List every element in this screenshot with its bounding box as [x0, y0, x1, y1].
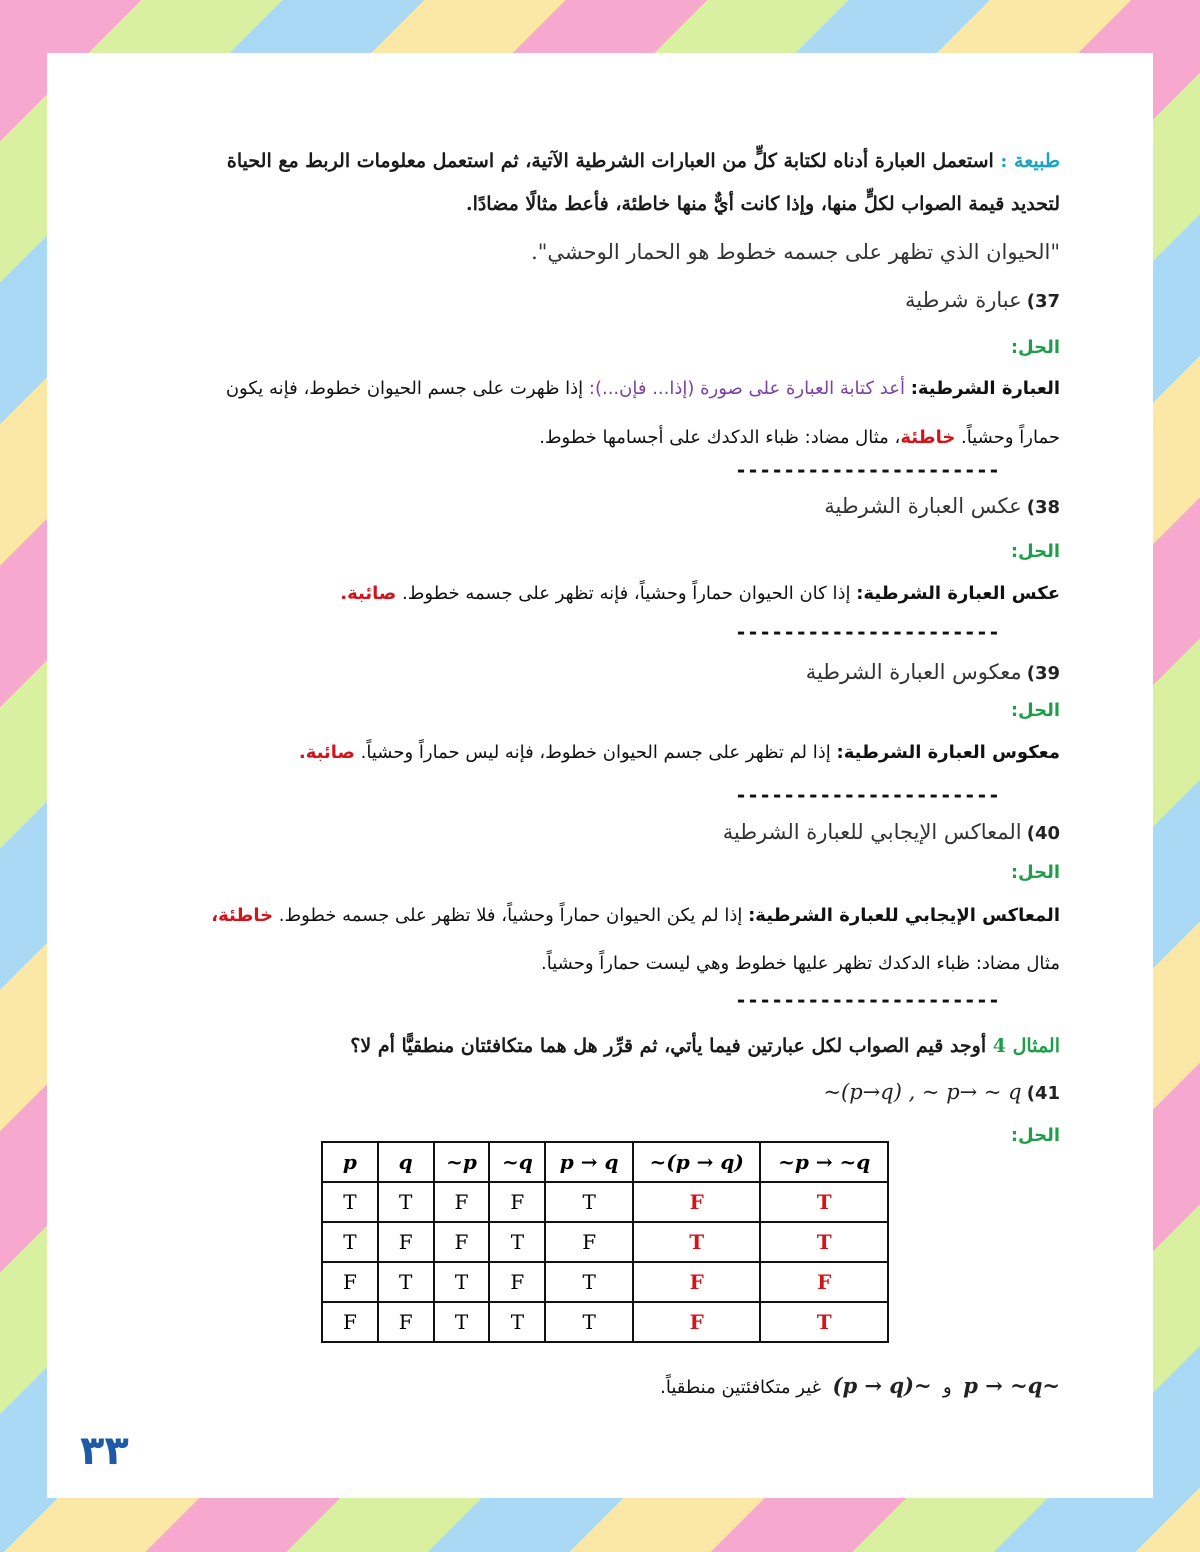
intro-line-1 [140, 150, 1060, 172]
q41-solution-label: الحل: [1010, 1125, 1060, 1146]
table-cell-highlight: T [760, 1182, 888, 1222]
q40-body: إذا لم يكن الحيوان حماراً وحشياً، فلا تظهر على جسمه خطوط. [278, 905, 743, 926]
q39-number: 39) [1026, 663, 1060, 684]
intro-label: طبيعة : [1000, 150, 1060, 172]
table-cell: T [489, 1222, 545, 1262]
q37-number: 37) [1026, 291, 1060, 312]
header-p-implies-q: p → q [545, 1142, 633, 1182]
table-row [322, 1182, 888, 1222]
q38-title: عكس العبارة الشرطية [824, 494, 1022, 518]
q37-lead: العبارة الشرطية: [910, 378, 1060, 399]
q40-answer-line-2: مثال مضاد: ظباء الدكدك تظهر عليها خطوط وهي ليست حماراً وحشياً. [541, 953, 1060, 974]
table-cell: F [322, 1302, 378, 1342]
q37-line2-start: حماراً وحشياً. [961, 427, 1060, 448]
q38-heading [140, 494, 1060, 518]
truth-table [321, 1141, 889, 1343]
table-cell-highlight: T [633, 1222, 760, 1262]
table-cell: F [545, 1222, 633, 1262]
table-cell: F [378, 1302, 434, 1342]
q39-body: إذا لم تظهر على جسم الحيوان خطوط، فإنه ليس حماراً وحشياً. [360, 742, 831, 763]
table-cell: T [322, 1222, 378, 1262]
q40-verdict: خاطئة، [211, 905, 274, 926]
intro-line-2 [140, 193, 1060, 215]
q39-heading [140, 660, 1060, 684]
q37-answer-line-2 [140, 427, 1060, 449]
q39-title: معكوس العبارة الشرطية [805, 660, 1022, 684]
table-cell: T [434, 1302, 490, 1342]
q40-lead: المعاكس الإيجابي للعبارة الشرطية: [748, 905, 1060, 926]
q37-answer-line-1 [140, 378, 1060, 400]
table-cell: F [434, 1182, 490, 1222]
q37-line1-rest: إذا ظهرت على جسم الحيوان خطوط، فإنه يكون [225, 378, 584, 399]
q40-number: 40) [1026, 823, 1060, 844]
table-cell: T [378, 1262, 434, 1302]
q38-body: إذا كان الحيوان حماراً وحشياً، فإنه تظهر على جسمه خطوط. [402, 583, 851, 604]
q40-heading [140, 820, 1060, 844]
page-number: ٣٣ [80, 1428, 129, 1474]
conclusion-line [140, 1373, 1060, 1399]
table-cell: T [489, 1302, 545, 1342]
table-cell: T [434, 1262, 490, 1302]
q38-solution-label: الحل: [1010, 541, 1060, 562]
q38-answer [140, 583, 1060, 605]
q37-solution-label: الحل: [1010, 337, 1060, 358]
table-cell: F [489, 1182, 545, 1222]
q41-line [780, 1080, 1060, 1104]
q37-heading [140, 288, 1060, 312]
conclusion-and: و [943, 1377, 952, 1398]
table-cell: T [322, 1182, 378, 1222]
separator-4: ---------------------- [735, 988, 1000, 1012]
table-cell-highlight: F [760, 1262, 888, 1302]
q38-number: 38) [1026, 497, 1060, 518]
example4-label: المثال 4 [992, 1035, 1060, 1057]
table-cell: T [545, 1182, 633, 1222]
q39-lead: معكوس العبارة الشرطية: [836, 742, 1060, 763]
intro-text-1: استعمل العبارة أدناه لكتابة كلٍّ من العبارات الشرطية الآتية، ثم استعمل معلومات الربط مع الحياة [226, 150, 994, 172]
q40-answer-line-1 [140, 905, 1060, 927]
q40-title: المعاكس الإيجابي للعبارة الشرطية [722, 820, 1022, 844]
header-p: p [322, 1142, 378, 1182]
q37-verdict: خاطئة [900, 427, 956, 448]
q38-verdict: صائبة. [340, 583, 397, 604]
table-cell: F [378, 1222, 434, 1262]
q41-number: (41 [1026, 1083, 1060, 1104]
table-cell-highlight: T [760, 1302, 888, 1342]
table-cell-highlight: F [633, 1302, 760, 1342]
truth-table-header-row [322, 1142, 888, 1182]
header-not-p-implies-q: ~(p → q) [633, 1142, 760, 1182]
separator-3: ---------------------- [735, 783, 1000, 807]
table-cell-highlight: F [633, 1182, 760, 1222]
header-not-p-implies-not-q: ~p → ~q [760, 1142, 888, 1182]
table-row [322, 1222, 888, 1262]
separator-2: ---------------------- [735, 620, 1000, 644]
q38-lead: عكس العبارة الشرطية: [856, 583, 1060, 604]
q37-line2-rest: ، مثال مضاد: ظباء الدكدك على أجسامها خطوط. [539, 427, 901, 448]
example4-line [140, 1035, 1060, 1057]
header-not-p: ~p [434, 1142, 490, 1182]
table-cell: F [434, 1222, 490, 1262]
intro-text-2: لتحديد قيمة الصواب لكلٍّ منها، وإذا كانت أيٌّ منها خاطئة، فأعط مثالًا مضادًا. [465, 193, 1060, 215]
conclusion-text: غير متكافئتين منطقياً. [660, 1377, 822, 1398]
q37-instruction: أعد كتابة العبارة على صورة (إذا... فإن...): [588, 378, 905, 399]
table-cell-highlight: F [633, 1262, 760, 1302]
table-row [322, 1302, 888, 1342]
table-cell: T [378, 1182, 434, 1222]
q39-answer [140, 742, 1060, 764]
table-cell: F [322, 1262, 378, 1302]
q39-verdict: صائبة. [298, 742, 355, 763]
separator-1: ---------------------- [735, 458, 1000, 482]
conclusion-expr-1: ~p → ~q [963, 1373, 1060, 1398]
q39-solution-label: الحل: [1010, 700, 1060, 721]
q37-title: عبارة شرطية [905, 288, 1022, 312]
table-cell: T [545, 1262, 633, 1302]
q41-expression: ~(p→q) , ~ p→ ~ q [823, 1080, 1022, 1104]
header-not-q: ~q [489, 1142, 545, 1182]
conclusion-expr-2: ~(p → q) [832, 1373, 932, 1398]
intro-quote: "الحيوان الذي تظهر على جسمه خطوط هو الحمار الوحشي". [531, 240, 1060, 264]
q40-solution-label: الحل: [1010, 862, 1060, 883]
table-row [322, 1262, 888, 1302]
table-cell-highlight: T [760, 1222, 888, 1262]
example4-text: أوجد قيم الصواب لكل عبارتين فيما يأتي، ثم قرِّر هل هما متكافئتان منطقيًّا أم لا؟ [350, 1035, 987, 1057]
table-cell: F [489, 1262, 545, 1302]
header-q: q [378, 1142, 434, 1182]
table-cell: T [545, 1302, 633, 1342]
